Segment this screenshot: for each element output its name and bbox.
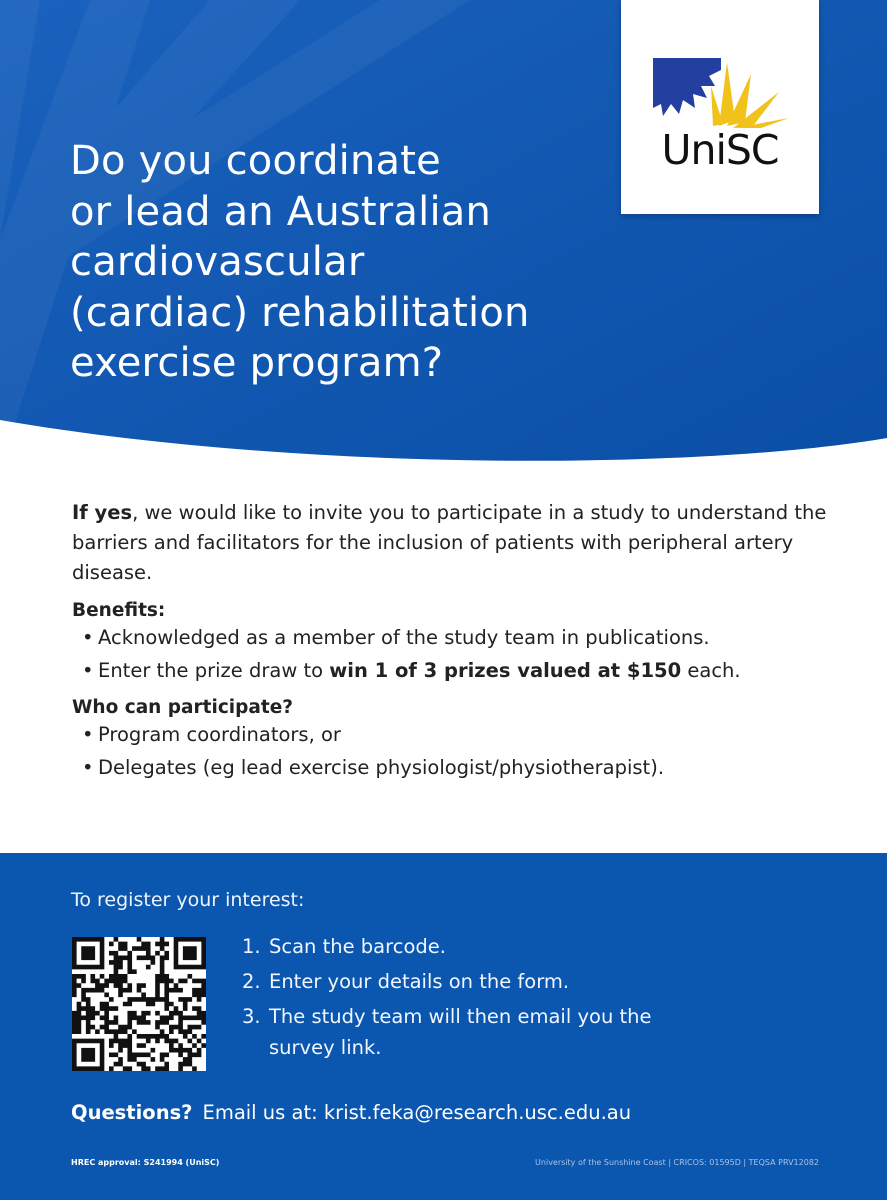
register-panel <box>0 853 887 1200</box>
intro-paragraph <box>72 498 832 588</box>
unisc-sun-logo-icon <box>651 56 791 128</box>
qr-code-icon[interactable] <box>72 937 206 1071</box>
headline-line: Do you coordinate <box>70 138 441 184</box>
bullet-icon: • <box>82 723 94 746</box>
benefit-text: each. <box>681 659 741 682</box>
register-steps <box>242 931 669 1067</box>
bullet-icon: • <box>82 626 94 649</box>
hrec-approval: HREC approval: S241994 (UniSC) <box>71 1158 220 1167</box>
benefits-list <box>72 621 832 687</box>
headline-line: (cardiac) rehabilitation <box>70 289 530 336</box>
contact-email-link[interactable]: Email us at: krist.feka@research.usc.edu.au <box>202 1101 632 1124</box>
list-item <box>82 621 832 654</box>
list-item <box>82 718 832 751</box>
intro-lead: If yes <box>72 501 133 524</box>
headline <box>70 136 630 389</box>
who-list <box>72 718 832 784</box>
headline-line: or lead an Australian <box>70 188 492 235</box>
hero-banner <box>0 0 887 470</box>
study-description <box>72 498 832 784</box>
step-text: Scan the barcode. <box>269 935 446 958</box>
intro-text: , we would like to invite you to participate in a study to understand the barriers and facilitators for the inclusion of patients with peripheral artery disease. <box>72 501 827 584</box>
bullet-icon: • <box>82 756 94 779</box>
logo-card <box>621 0 819 214</box>
step-item <box>242 1001 669 1063</box>
qr-code-graphic <box>72 937 206 1071</box>
qr-finder-pattern <box>72 937 104 969</box>
benefit-text: Acknowledged as a member of the study team in publications. <box>98 626 710 649</box>
step-item <box>242 931 669 962</box>
benefits-heading: Benefits: <box>72 600 166 621</box>
step-text: Enter your details on the form. <box>269 970 570 993</box>
step-number: 2. <box>242 970 261 993</box>
bullet-icon: • <box>82 659 94 682</box>
who-heading: Who can participate? <box>72 697 293 718</box>
headline-line: exercise program? <box>70 340 444 386</box>
institution-info: University of the Sunshine Coast | CRICOS: 01595D | TEQSA PRV12082 <box>535 1158 819 1167</box>
qr-finder-pattern <box>72 1039 104 1071</box>
step-item <box>242 966 669 997</box>
benefit-text: Enter the prize draw to <box>98 659 330 682</box>
logo-wordmark: UniSC <box>661 126 779 174</box>
register-heading: To register your interest: <box>71 889 305 911</box>
step-number: 1. <box>242 935 261 958</box>
questions-label: Questions? <box>71 1101 193 1124</box>
prize-highlight: win 1 of 3 prizes valued at $150 <box>329 659 682 682</box>
questions-line <box>71 1101 631 1124</box>
list-item <box>82 751 832 784</box>
step-text: The study team will then email you the survey link. <box>269 1005 652 1059</box>
who-text: Program coordinators, or <box>98 723 341 746</box>
who-text: Delegates (eg lead exercise physiologist/physiotherapist). <box>98 756 665 779</box>
qr-finder-pattern <box>174 937 206 969</box>
list-item <box>82 654 832 687</box>
headline-line: cardiovascular <box>70 239 365 285</box>
step-number: 3. <box>242 1005 261 1028</box>
